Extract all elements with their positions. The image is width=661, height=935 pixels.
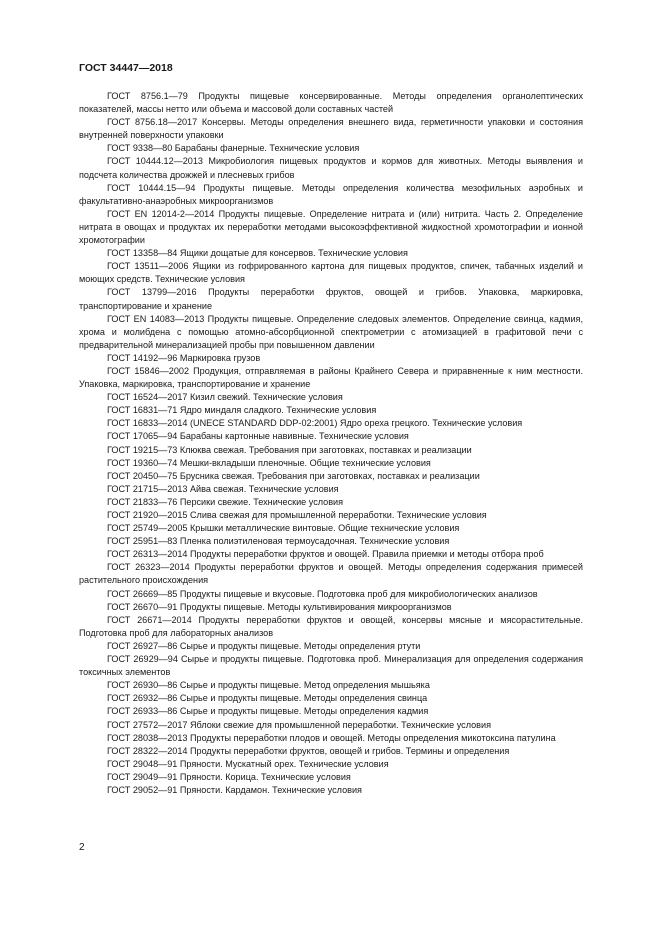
reference-item: ГОСТ 9338—80 Барабаны фанерные. Технические условия (107, 143, 360, 154)
reference-item: ГОСТ 19215—73 Клюква свежая. Требования при заготовках, поставках и реализации (107, 444, 472, 455)
reference-item: ГОСТ 28038—2013 Продукты переработки плодов и овощей. Методы определения микотоксина патулина (107, 732, 556, 743)
reference-item: ГОСТ 25951—83 Пленка полиэтиленовая термоусадочная. Технические условия (107, 536, 450, 547)
reference-item: ГОСТ 29049—91 Пряности. Корица. Технические условия (107, 771, 351, 782)
reference-item: ГОСТ 26930—86 Сырье и продукты пищевые. Метод определения мышьяка (107, 680, 430, 691)
page-number: 2 (79, 842, 85, 853)
reference-item: ГОСТ 26313—2014 Продукты переработки фруктов и овощей. Правила приемки и методы отбора проб (107, 549, 544, 560)
reference-item: ГОСТ 13358—84 Ящики дощатые для консервов. Технические условия (107, 248, 408, 259)
reference-item: ГОСТ 10444.15—94 Продукты пищевые. Методы определения количества мезофильных аэробных и факультативно-анаэробных микроорганизмов (79, 182, 583, 206)
reference-item: ГОСТ 13511—2006 Ящики из гофрированного картона для пищевых продуктов, спичек, табачных изделий и моющих средств. Технические условия (79, 261, 583, 285)
reference-item: ГОСТ 28322—2014 Продукты переработки фруктов, овощей и грибов. Термины и определения (107, 745, 510, 756)
reference-item: ГОСТ 29048—91 Пряности. Мускатный орех. Технические условия (107, 758, 389, 769)
reference-item: ГОСТ 21715—2013 Айва свежая. Технические условия (107, 483, 339, 494)
reference-item: ГОСТ 10444.12—2013 Микробиология пищевых продуктов и кормов для животных. Методы выявления и подсчета количества дрожжей и плесневых грибов (79, 156, 583, 180)
reference-item: ГОСТ 17065—94 Барабаны картонные навивные. Технические условия (107, 431, 409, 442)
reference-item: ГОСТ 21833—76 Персики свежие. Технические условия (107, 496, 344, 507)
reference-item: ГОСТ 26670—91 Продукты пищевые. Методы культивирования микроорганизмов (107, 601, 452, 612)
reference-item: ГОСТ EN 14083—2013 Продукты пищевые. Определение следовых элементов. Определение свинца, кадмия, хрома и молибдена с помощью атомно-абсорбционной спектрометрии с атомизацией в графитовой печи с предварительной минерализацией пробы при повышенном давлении (79, 313, 583, 350)
reference-item: ГОСТ EN 12014-2—2014 Продукты пищевые. Определение нитрата и (или) нитрита. Часть 2. Определение нитрата в овощах и продуктах их переработки методами высокоэффективной жидкостной хромотографии и ионной хромотографии (79, 208, 583, 246)
reference-item: ГОСТ 26671—2014 Продукты переработки фруктов и овощей, консервы мясные и мясорастительные. Подготовка проб для лабораторных анализов (79, 614, 583, 638)
reference-item: ГОСТ 16833—2014 (UNECE STANDARD DDP-02:2001) Ядро ореха грецкого. Технические условия (107, 418, 523, 429)
reference-item: ГОСТ 26669—85 Продукты пищевые и вкусовые. Подготовка проб для микробиологических анализов (107, 588, 538, 599)
reference-item: ГОСТ 27572—2017 Яблоки свежие для промышленной переработки. Технические условия (107, 719, 492, 730)
reference-item: ГОСТ 14192—96 Маркировка грузов (107, 352, 261, 363)
reference-item: ГОСТ 13799—2016 Продукты переработки фруктов, овощей и грибов. Упаковка, маркировка, транспортирование и хранение (79, 287, 583, 311)
reference-item: ГОСТ 26932—86 Сырье и продукты пищевые. Методы определения свинца (107, 693, 428, 704)
reference-item: ГОСТ 26927—86 Сырье и продукты пищевые. Методы определения ртути (107, 640, 421, 651)
reference-item: ГОСТ 8756.18—2017 Консервы. Методы определения внешнего вида, герметичности упаковки и состояния внутренней поверхности упаковки (79, 117, 583, 141)
reference-item: ГОСТ 15846—2002 Продукция, отправляемая в районы Крайнего Севера и приравненные к ним местности. Упаковка, маркировка, транспортирование и хранение (79, 365, 583, 390)
reference-item: ГОСТ 29052—91 Пряности. Кардамон. Технические условия (107, 784, 362, 795)
reference-item: ГОСТ 26933—86 Сырье и продукты пищевые. Методы определения кадмия (107, 706, 429, 717)
reference-item: ГОСТ 26929—94 Сырье и продукты пищевые. Подготовка проб. Минерализация для определения содержания токсичных элементов (79, 654, 583, 678)
reference-item: ГОСТ 16524—2017 Кизил свежий. Технические условия (107, 392, 343, 403)
normative-references (79, 90, 583, 797)
document-header: ГОСТ 34447—2018 (79, 62, 173, 74)
reference-item: ГОСТ 19360—74 Мешки-вкладыши пленочные. Общие технические условия (107, 457, 431, 468)
reference-item: ГОСТ 25749—2005 Крышки металлические винтовые. Общие технические условия (107, 523, 460, 534)
reference-item: ГОСТ 20450—75 Брусника свежая. Требования при заготовках, поставках и реализации (107, 470, 480, 481)
reference-item: ГОСТ 16831—71 Ядро миндаля сладкого. Технические условия (107, 405, 377, 416)
reference-item: ГОСТ 21920—2015 Слива свежая для промышленной переработки. Технические условия (107, 510, 487, 520)
reference-item: ГОСТ 26323—2014 Продукты переработки фруктов и овощей. Методы определения содержания примесей растительного происхождения (79, 562, 583, 586)
reference-item: ГОСТ 8756.1—79 Продукты пищевые консервированные. Методы определения органолептических показателей, массы нетто или объема и массовой доли составных частей (79, 91, 583, 115)
